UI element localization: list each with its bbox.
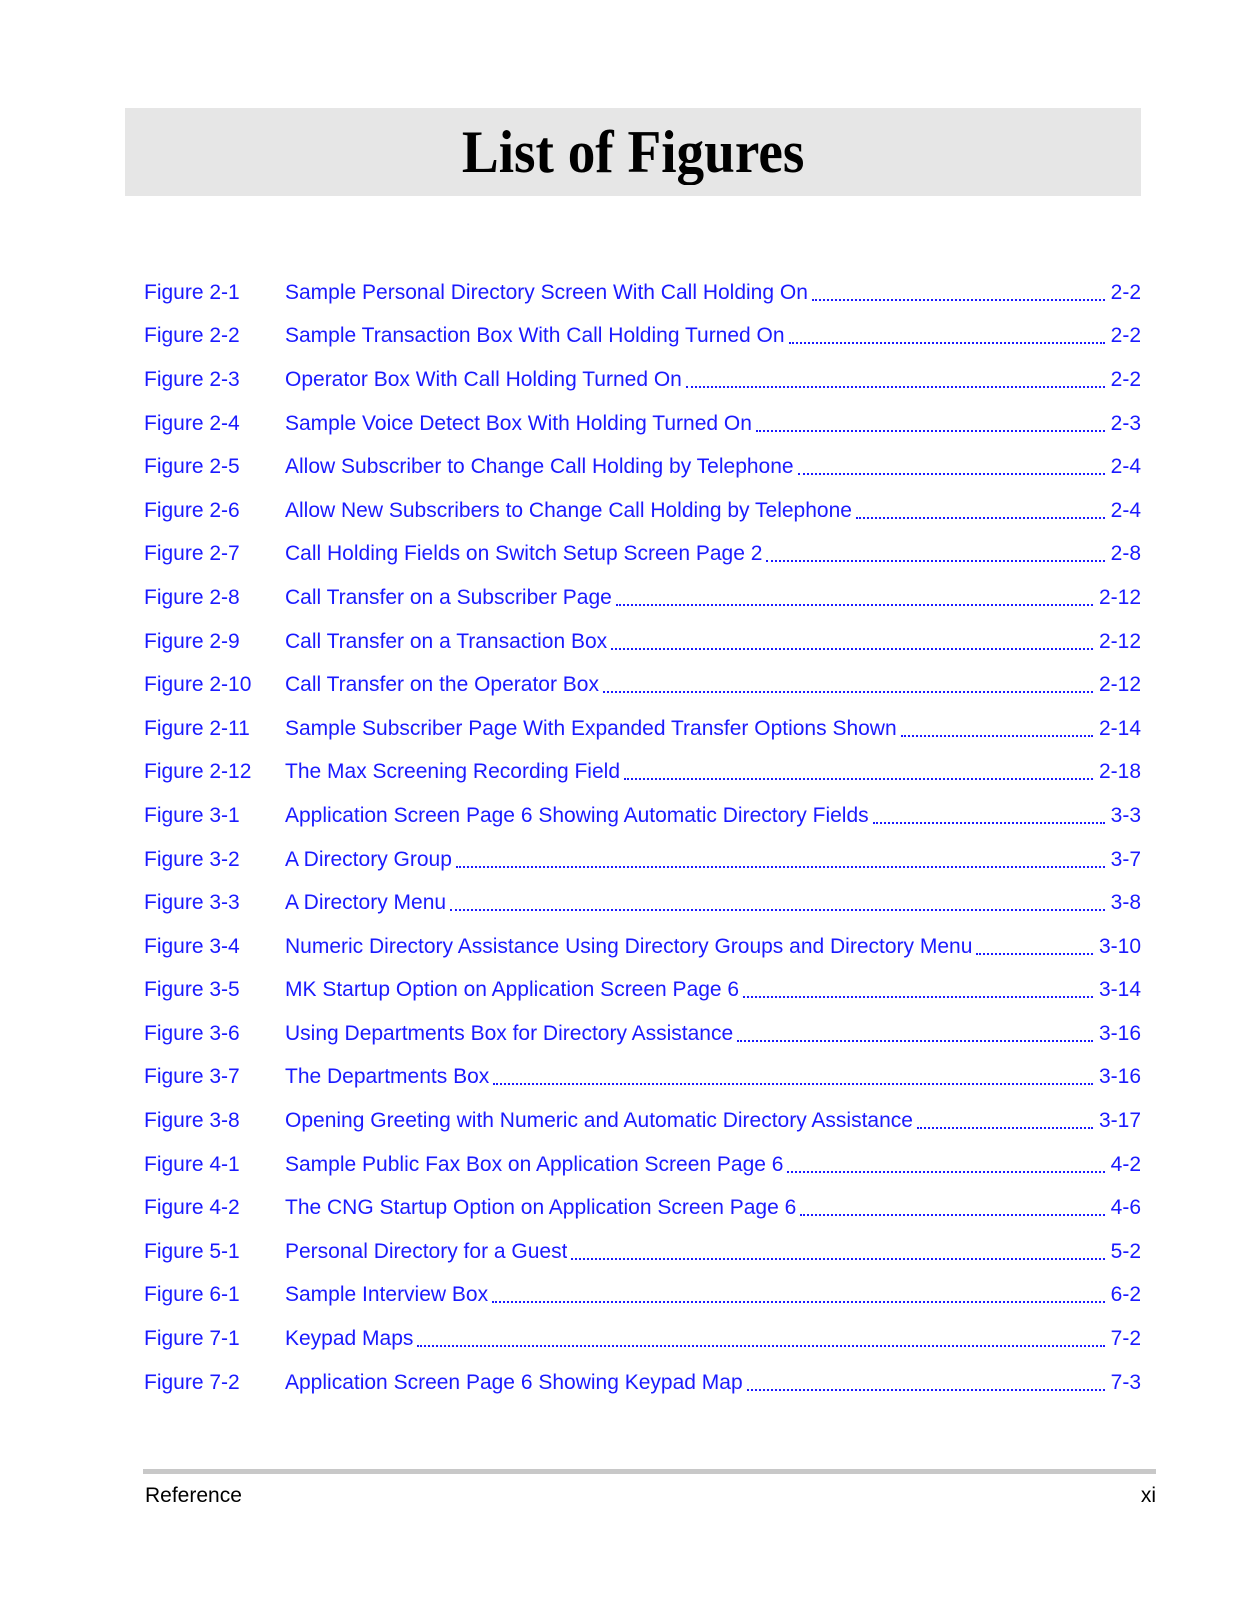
figure-number: Figure 6-1: [144, 1283, 240, 1307]
figure-title: Sample Voice Detect Box With Holding Turned On: [285, 411, 752, 435]
figure-entry-link[interactable]: [144, 445, 1141, 489]
dot-leader: [800, 1196, 1104, 1220]
figure-entry-link[interactable]: [144, 881, 1141, 925]
dot-leader: [756, 412, 1105, 436]
figure-number: Figure 2-2: [144, 324, 240, 348]
figure-title: Sample Interview Box: [285, 1283, 489, 1307]
figure-entry-link[interactable]: [144, 620, 1141, 664]
figure-entry-link[interactable]: [144, 1143, 1141, 1187]
dot-leader: [493, 1065, 1093, 1089]
figure-title: The Max Screening Recording Field: [285, 760, 620, 784]
figure-number: Figure 3-5: [144, 978, 240, 1002]
figure-number: Figure 2-5: [144, 455, 240, 479]
dot-leader: [616, 586, 1093, 610]
figure-number: Figure 3-1: [144, 803, 240, 827]
figure-page-number: 7-2: [1110, 1327, 1141, 1351]
figure-entry-link[interactable]: [144, 751, 1141, 795]
dot-leader: [812, 281, 1105, 305]
dot-leader: [856, 499, 1105, 523]
dot-leader: [611, 630, 1093, 654]
dot-leader: [571, 1240, 1104, 1264]
dot-leader: [624, 760, 1093, 784]
figure-page-number: 3-14: [1098, 978, 1141, 1002]
figure-entry-link[interactable]: [144, 1274, 1141, 1318]
figure-page-number: 7-3: [1110, 1370, 1141, 1394]
figure-title: Application Screen Page 6 Showing Keypad Map: [285, 1370, 743, 1394]
figure-title: Sample Personal Directory Screen With Call Holding On: [285, 280, 808, 304]
figure-title: MK Startup Option on Application Screen Page 6: [285, 978, 740, 1002]
figure-entry-link[interactable]: [144, 794, 1141, 838]
dot-leader: [766, 542, 1104, 566]
figure-entry-link[interactable]: [144, 489, 1141, 533]
figure-title: A Directory Menu: [285, 891, 447, 915]
figure-entry-link[interactable]: [144, 358, 1141, 402]
figure-title: Using Departments Box for Directory Assistance: [285, 1021, 734, 1045]
footer-rule: [143, 1469, 1156, 1474]
dot-leader: [873, 804, 1105, 828]
figure-title: Application Screen Page 6 Showing Automatic Directory Fields: [285, 803, 869, 827]
figure-page-number: 4-2: [1110, 1152, 1141, 1176]
figure-page-number: 2-2: [1110, 280, 1141, 304]
figure-title: Keypad Maps: [285, 1327, 414, 1351]
figure-title: A Directory Group: [285, 847, 452, 871]
figure-number: Figure 2-10: [144, 673, 252, 697]
figure-page-number: 2-12: [1098, 673, 1141, 697]
figure-page-number: 2-8: [1110, 542, 1141, 566]
figure-page-number: 3-16: [1098, 1065, 1141, 1089]
figure-entry-link[interactable]: [144, 838, 1141, 882]
figure-entry-link[interactable]: [144, 663, 1141, 707]
figure-number: Figure 2-11: [144, 716, 250, 740]
figure-page-number: 3-16: [1098, 1021, 1141, 1045]
figure-page-number: 3-17: [1098, 1109, 1141, 1133]
figure-number: Figure 4-1: [144, 1152, 240, 1176]
figure-entry-link[interactable]: [144, 925, 1141, 969]
figure-title: Allow New Subscribers to Change Call Holding by Telephone: [285, 498, 852, 522]
figure-list: [144, 271, 1141, 1404]
figure-page-number: 3-10: [1098, 934, 1141, 958]
figure-title: Call Transfer on a Subscriber Page: [285, 585, 612, 609]
figure-entry-link[interactable]: [144, 315, 1141, 359]
figure-number: Figure 5-1: [144, 1239, 240, 1263]
dot-leader: [492, 1283, 1105, 1307]
figure-page-number: 2-2: [1110, 367, 1141, 391]
dot-leader: [603, 673, 1093, 697]
figure-entry-link[interactable]: [144, 1012, 1141, 1056]
figure-entry-link[interactable]: [144, 1361, 1141, 1405]
figure-entry-link[interactable]: [144, 1230, 1141, 1274]
dot-leader: [450, 891, 1105, 915]
dot-leader: [789, 324, 1105, 348]
figure-title: Call Transfer on a Transaction Box: [285, 629, 608, 653]
figure-entry-link[interactable]: [144, 271, 1141, 315]
title-band: [125, 108, 1141, 196]
figure-page-number: 2-2: [1110, 324, 1141, 348]
figure-number: Figure 2-6: [144, 498, 240, 522]
figure-entry-link[interactable]: [144, 1186, 1141, 1230]
figure-page-number: 3-3: [1110, 803, 1141, 827]
figure-number: Figure 3-7: [144, 1065, 240, 1089]
figure-title: Sample Transaction Box With Call Holding Turned On: [285, 324, 785, 348]
figure-page-number: 2-4: [1110, 455, 1141, 479]
figure-number: Figure 3-6: [144, 1021, 240, 1045]
figure-number: Figure 4-2: [144, 1196, 240, 1220]
figure-page-number: 2-12: [1098, 629, 1141, 653]
figure-title: The CNG Startup Option on Application Screen Page 6: [285, 1196, 797, 1220]
dot-leader: [976, 935, 1093, 959]
figure-number: Figure 2-9: [144, 629, 240, 653]
figure-page-number: 2-14: [1098, 716, 1141, 740]
dot-leader: [917, 1109, 1093, 1133]
figure-number: Figure 3-3: [144, 891, 240, 915]
dot-leader: [901, 717, 1093, 741]
dot-leader: [456, 848, 1105, 872]
figure-page-number: 4-6: [1110, 1196, 1141, 1220]
figure-page-number: 2-18: [1098, 760, 1141, 784]
dot-leader: [787, 1153, 1104, 1177]
figure-title: Personal Directory for a Guest: [285, 1239, 568, 1263]
figure-page-number: 3-8: [1110, 891, 1141, 915]
figure-title: Numeric Directory Assistance Using Directory Groups and Directory Menu: [285, 934, 973, 958]
dot-leader: [743, 978, 1093, 1002]
figure-number: Figure 3-8: [144, 1109, 240, 1133]
figure-title: Operator Box With Call Holding Turned On: [285, 367, 682, 391]
page-title: List of Figures: [461, 118, 805, 185]
figure-page-number: 6-2: [1110, 1283, 1141, 1307]
figure-title: The Departments Box: [285, 1065, 490, 1089]
figure-number: Figure 2-7: [144, 542, 240, 566]
figure-entry-link[interactable]: [144, 402, 1141, 446]
figure-entry-link[interactable]: [144, 969, 1141, 1013]
figure-entry-link[interactable]: [144, 576, 1141, 620]
figure-page-number: 2-4: [1110, 498, 1141, 522]
figure-entry-link[interactable]: [144, 1056, 1141, 1100]
figure-page-number: 3-7: [1110, 847, 1141, 871]
figure-title: Sample Public Fax Box on Application Screen Page 6: [285, 1152, 784, 1176]
figure-number: Figure 2-3: [144, 367, 240, 391]
dot-leader: [686, 368, 1105, 392]
figure-number: Figure 7-1: [144, 1327, 240, 1351]
figure-page-number: 5-2: [1110, 1239, 1141, 1263]
footer-section-label: Reference: [145, 1484, 242, 1507]
figure-number: Figure 2-4: [144, 411, 240, 435]
dot-leader: [737, 1022, 1093, 1046]
figure-number: Figure 3-4: [144, 934, 240, 958]
figure-number: Figure 3-2: [144, 847, 240, 871]
figure-page-number: 2-3: [1110, 411, 1141, 435]
figure-number: Figure 2-12: [144, 760, 252, 784]
footer-page-number: xi: [1140, 1484, 1156, 1507]
dot-leader: [798, 455, 1105, 479]
figure-number: Figure 2-8: [144, 585, 240, 609]
figure-title: Call Holding Fields on Switch Setup Screen Page 2: [285, 542, 763, 566]
dot-leader: [417, 1327, 1104, 1351]
figure-title: Opening Greeting with Numeric and Automatic Directory Assistance: [285, 1109, 913, 1133]
dot-leader: [747, 1371, 1105, 1395]
figure-number: Figure 2-1: [144, 280, 240, 304]
figure-title: Allow Subscriber to Change Call Holding by Telephone: [285, 455, 794, 479]
figure-entry-link[interactable]: [144, 707, 1141, 751]
figure-title: Sample Subscriber Page With Expanded Transfer Options Shown: [285, 716, 897, 740]
figure-entry-link[interactable]: [144, 533, 1141, 577]
figure-title: Call Transfer on the Operator Box: [285, 673, 599, 697]
figure-page-number: 2-12: [1098, 585, 1141, 609]
figure-number: Figure 7-2: [144, 1370, 240, 1394]
figure-entry-link[interactable]: [144, 1317, 1141, 1361]
figure-entry-link[interactable]: [144, 1099, 1141, 1143]
